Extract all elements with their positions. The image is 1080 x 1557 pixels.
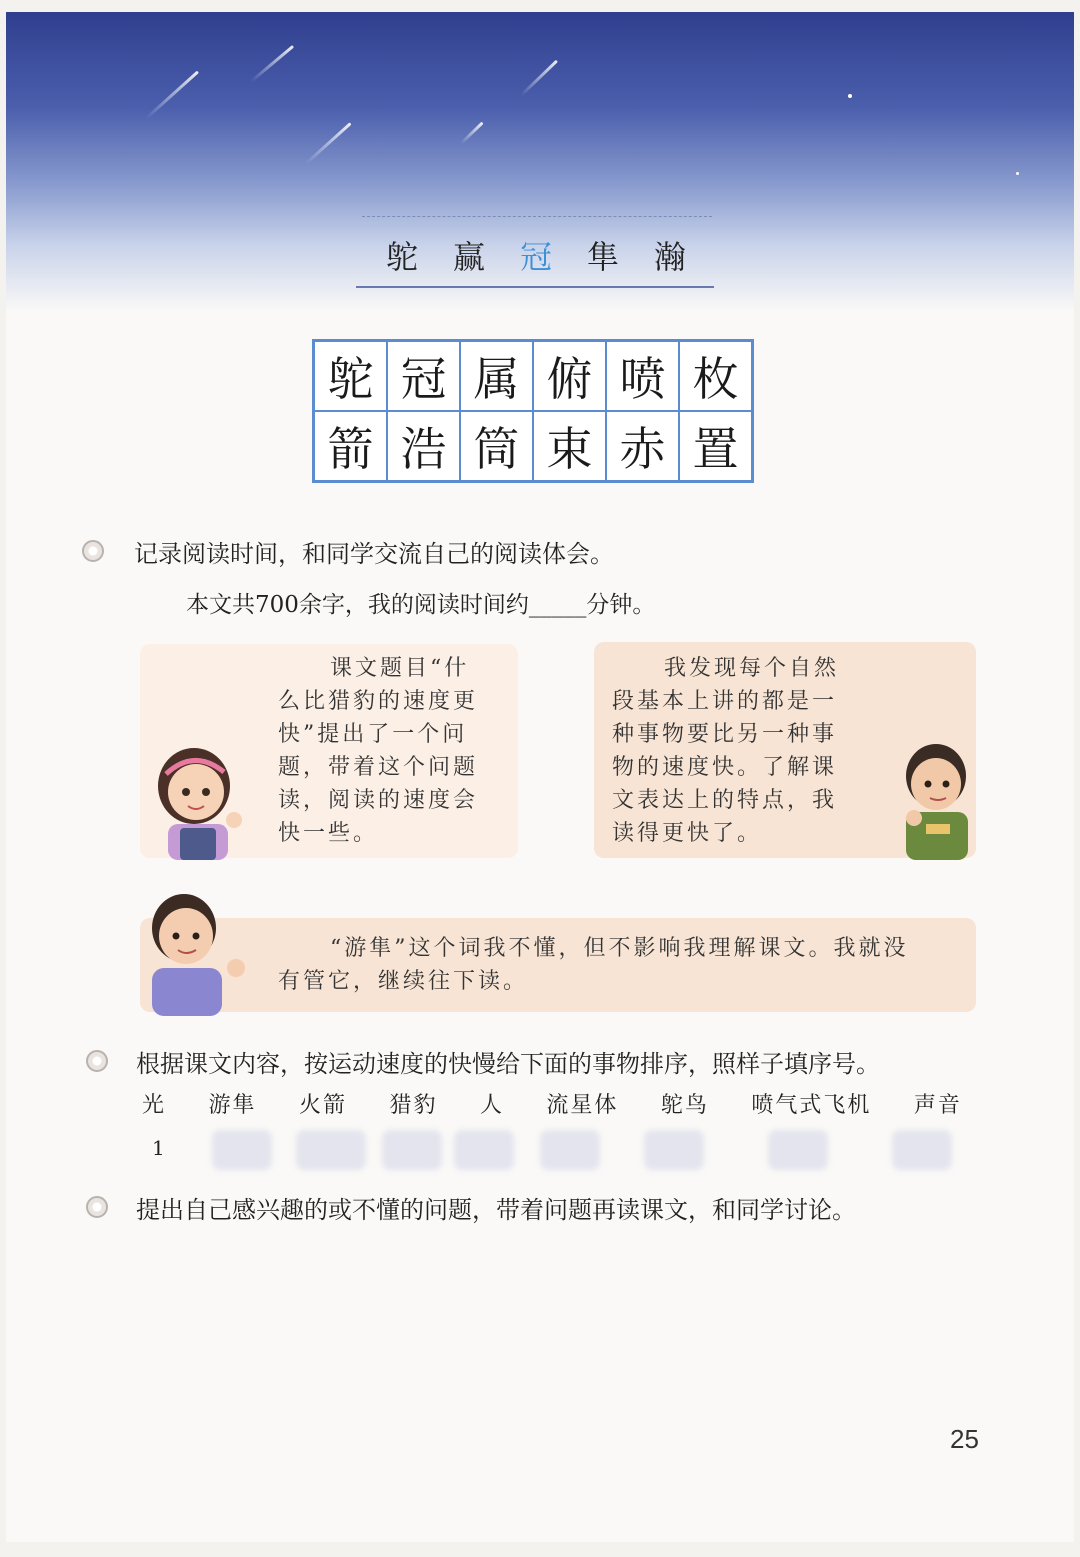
vocab-word: 鸵 xyxy=(386,238,419,276)
speed-item: 喷气式飞机 xyxy=(751,1093,872,1118)
bubble-line: 段基本上讲的都是一 xyxy=(612,689,838,714)
star xyxy=(1016,172,1019,175)
vocab-divider-bottom xyxy=(356,286,714,288)
boy-illustration-left xyxy=(142,888,252,1016)
vocab-word: 赢 xyxy=(452,238,485,276)
grid-character: 箭 xyxy=(314,411,387,481)
answer-blank[interactable] xyxy=(454,1130,514,1170)
page-number: 25 xyxy=(950,1424,979,1454)
textbook-page xyxy=(6,12,1074,1542)
vocab-word: 瀚 xyxy=(653,238,686,276)
grid-character: 束 xyxy=(533,411,606,481)
answer-blank[interactable] xyxy=(212,1130,272,1170)
bubble-line: 文表达上的特点，我 xyxy=(612,788,838,813)
grid-character: 冠 xyxy=(387,341,460,411)
bubble-line: 有管它，继续往下读。 xyxy=(278,969,529,994)
bubble-line: 读，阅读的速度会 xyxy=(278,788,479,813)
reading-time-prefix: 本文共700余字，我的阅读时间约 xyxy=(186,592,529,618)
grid-character: 浩 xyxy=(387,411,460,481)
grid-character: 置 xyxy=(679,411,752,481)
answer-blank[interactable] xyxy=(382,1130,442,1170)
grid-character: 赤 xyxy=(606,411,679,481)
answer-blank[interactable] xyxy=(540,1130,600,1170)
question-bullet-icon xyxy=(86,1196,108,1218)
bubble-line: 快一些。 xyxy=(278,821,379,846)
vocab-divider-top xyxy=(362,216,712,217)
boy-illustration-right xyxy=(896,740,972,860)
speed-item: 猎豹 xyxy=(389,1093,438,1118)
speed-item: 鸵鸟 xyxy=(660,1093,709,1118)
reading-time-suffix: 分钟。 xyxy=(586,592,656,618)
answer-blank[interactable] xyxy=(892,1130,952,1170)
bubble-line: 课文题目“什 xyxy=(330,656,470,681)
speed-item: 人 xyxy=(479,1093,504,1118)
speed-item: 声音 xyxy=(913,1093,962,1118)
bubble-line: 么比猎豹的速度更 xyxy=(278,689,479,714)
meteor-streak xyxy=(520,60,558,97)
grid-character: 枚 xyxy=(679,341,752,411)
bubble-text xyxy=(612,652,882,850)
question-2-text: 根据课文内容，按运动速度的快慢给下面的事物排序，照样子填序号。 xyxy=(136,1050,880,1078)
bubble-text xyxy=(278,932,978,998)
bubble-line: 物的速度快。了解课 xyxy=(612,755,838,780)
question-1-subline xyxy=(186,586,655,619)
grid-character: 喷 xyxy=(606,341,679,411)
grid-character: 鸵 xyxy=(314,341,387,411)
bubble-line: “游隼”这个词我不懂，但不影响我理解课文。我就没 xyxy=(330,936,909,961)
grid-character: 属 xyxy=(460,341,533,411)
star xyxy=(848,94,852,98)
question-1-text: 记录阅读时间，和同学交流自己的阅读体会。 xyxy=(134,540,614,568)
question-bullet-icon xyxy=(86,1050,108,1072)
character-grid xyxy=(312,339,754,483)
speed-items-row xyxy=(142,1088,962,1119)
answer-blank[interactable] xyxy=(296,1130,366,1170)
meteor-streak xyxy=(145,71,199,120)
speed-item: 流星体 xyxy=(546,1093,619,1118)
grid-character: 筒 xyxy=(460,411,533,481)
reading-time-blank: _____ xyxy=(528,592,587,618)
example-order-number: 1 xyxy=(152,1136,165,1160)
boy-left-speech-bubble xyxy=(140,918,976,1012)
speed-item: 火箭 xyxy=(298,1093,347,1118)
meteor-streak xyxy=(460,122,484,145)
bubble-text xyxy=(278,652,508,850)
vocab-word-highlighted: 冠 xyxy=(519,238,552,276)
bubble-line: 题，带着这个问题 xyxy=(278,755,479,780)
question-3-text: 提出自己感兴趣的或不懂的问题，带着问题再读课文，和同学讨论。 xyxy=(136,1196,856,1224)
bubble-line: 我发现每个自然 xyxy=(664,656,840,681)
bubble-line: 种事物要比另一种事 xyxy=(612,722,838,747)
speed-item: 光 xyxy=(142,1093,167,1118)
vocab-words xyxy=(386,232,686,278)
grid-character: 俯 xyxy=(533,341,606,411)
speed-item: 游隼 xyxy=(208,1093,257,1118)
meteor-streak xyxy=(305,122,352,164)
meteor-streak xyxy=(250,45,294,83)
answer-blank[interactable] xyxy=(644,1130,704,1170)
bubble-line: 读得更快了。 xyxy=(612,821,763,846)
vocab-word: 隼 xyxy=(586,238,619,276)
question-bullet-icon xyxy=(82,540,104,562)
answer-blank[interactable] xyxy=(768,1130,828,1170)
bubble-line: 快”提出了一个问 xyxy=(278,722,468,747)
girl-illustration xyxy=(146,744,252,860)
